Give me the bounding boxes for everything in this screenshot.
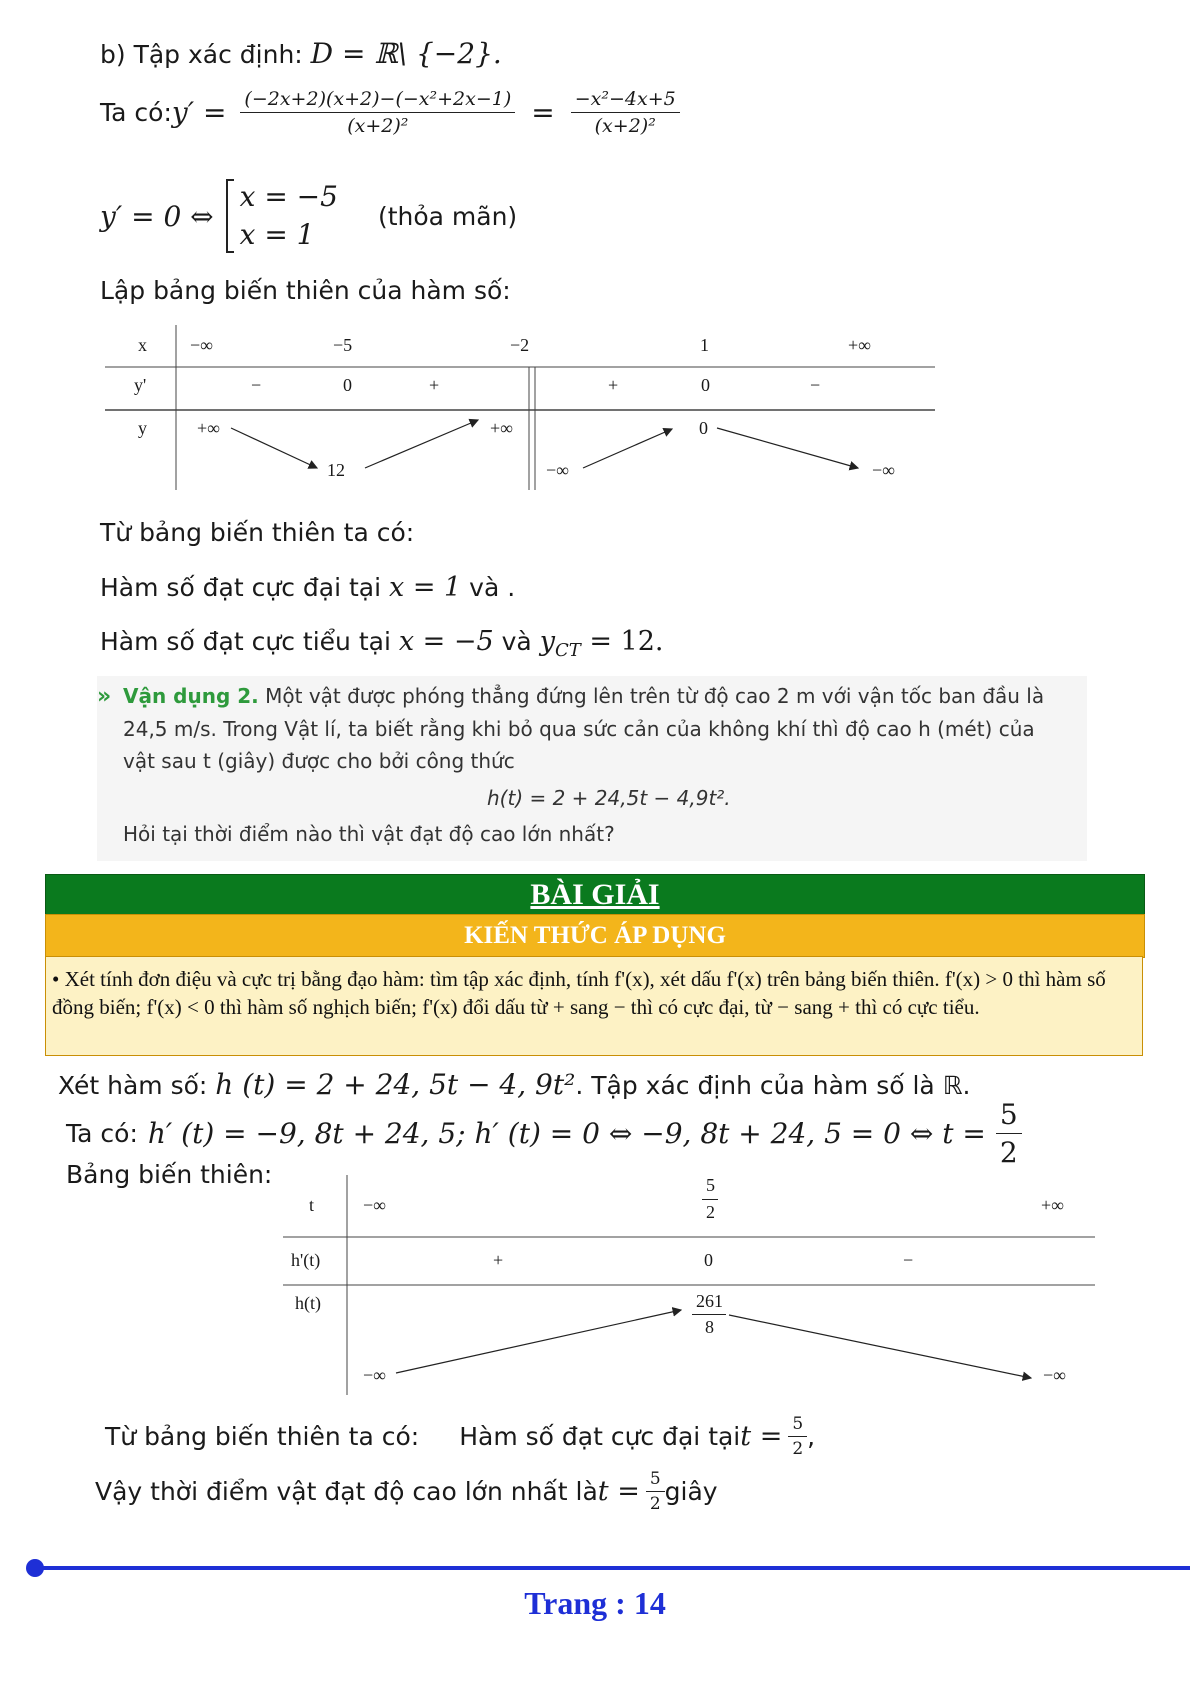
final-fraction: $\frac{5}{2}$ — [646, 1469, 665, 1514]
part2-line1: Xét hàm số: h (t) = 2 + 24, 5t − 4, 9t². Tập xác định của hàm số là ℝ. — [58, 1068, 971, 1101]
conclusion2-final: Vậy thời điểm vật đạt độ cao lớn nhất là t = $\frac{5}{2}$ giây — [95, 1468, 718, 1514]
solution-header: BÀI GIẢI — [45, 874, 1145, 916]
footer-divider — [35, 1566, 1190, 1570]
arrow-up-1 — [365, 420, 478, 468]
domain-line: b) Tập xác định: D = ℝ\ {−2}. — [100, 37, 502, 70]
knowledge-header: KIẾN THỨC ÁP DỤNG — [45, 914, 1145, 958]
table-intro: Lập bảng biến thiên của hàm số: — [100, 276, 511, 305]
knowledge-note: • Xét tính đơn điệu và cực trị bằng đạo hàm: tìm tập xác định, tính f'(x), xét dấu f'(x) trên bảng biến thiên. f'(x) > 0 thì hàm số đồng biến; f'(x) < 0 thì hàm số nghịch biến; f'(x) đổi dấu từ + sang − thì có cực đại, từ − sang + thì có cực tiểu. — [45, 956, 1143, 1056]
arrow-down-2 — [717, 428, 858, 468]
derivative-fraction-2: $\frac{\text{−x²−4x+5}}{\text{(x+2)²}}$ — [571, 88, 680, 137]
derivative-fraction-1: $\frac{\text{(−2x+2)(x+2)−(−x²+2x−1)}}{\text{(x+2)²}}$ — [240, 88, 515, 137]
conclusion1-min: Hàm số đạt cực tiểu tại x = −5 và $y_{CT} = 12$. — [100, 626, 664, 661]
arrow-down-1 — [231, 428, 317, 468]
conclusion1-intro: Từ bảng biến thiên ta có: — [100, 518, 415, 547]
bracket — [226, 179, 234, 253]
arrow-down — [729, 1315, 1031, 1378]
conclusion1-max: Hàm số đạt cực đại tại x = 1 và . — [100, 572, 516, 603]
t-frac-bar — [702, 1199, 718, 1200]
double-chevron-icon: » — [97, 684, 112, 709]
arrow-up — [396, 1310, 681, 1373]
derivative-line: Ta có: y′ = $\frac{\text{(−2x+2)(x+2)−(−x²+2x−1)}}{\text{(x+2)²}}$ = $\frac{\text{−x²−4x+5}}{\text{(x+2)²}}$ — [100, 88, 680, 137]
arrow-up-2 — [583, 429, 672, 468]
conclusion2-fraction: $\frac{5}{2}$ — [788, 1414, 807, 1459]
roots-line: y′ = 0 ⇔ x = −5 x = 1 (thỏa mãn) — [100, 180, 518, 251]
t-fraction: $\frac{5}{2}$ — [996, 1098, 1022, 1169]
h-frac-bar — [692, 1314, 726, 1315]
page-number: Trang : 14 — [524, 1585, 666, 1621]
variation-table-1: x y' y −∞ −5 −2 1 +∞ − 0 + + 0 − +∞ 12 +∞ −∞ 0 −∞ — [105, 325, 935, 490]
variation-table-2: t h'(t) h(t) −∞ 5 2 +∞ + 0 − −∞ 261 8 −∞ — [283, 1175, 1095, 1395]
table2-lines — [283, 1175, 1095, 1395]
application-task: » Vận dụng 2. Một vật được phóng thẳng đứng lên trên từ độ cao 2 m với vận tốc ban đầu là 24,5 m/s. Trong Vật lí, ta biết rằng khi bỏ qua sức cản của không khí thì độ cao h (mét) của vật sau t (giây) được cho bởi công thức h(t) = 2 + 24,5t − 4,9t². Hỏi tại thời điểm nào thì vật đạt độ cao lớn nhất? — [97, 676, 1087, 861]
part2-table-label: Bảng biến thiên: — [66, 1160, 273, 1189]
part2-line2: Ta có: h′ (t) = −9, 8t + 24, 5; h′ (t) = 0 ⇔ −9, 8t + 24, 5 = 0 ⇔ t = $\frac{5}{2}$ — [66, 1098, 1022, 1168]
conclusion2-max: Từ bảng biến thiên ta có: Hàm số đạt cực đại tại t = $\frac{5}{2}$ , — [105, 1413, 816, 1459]
